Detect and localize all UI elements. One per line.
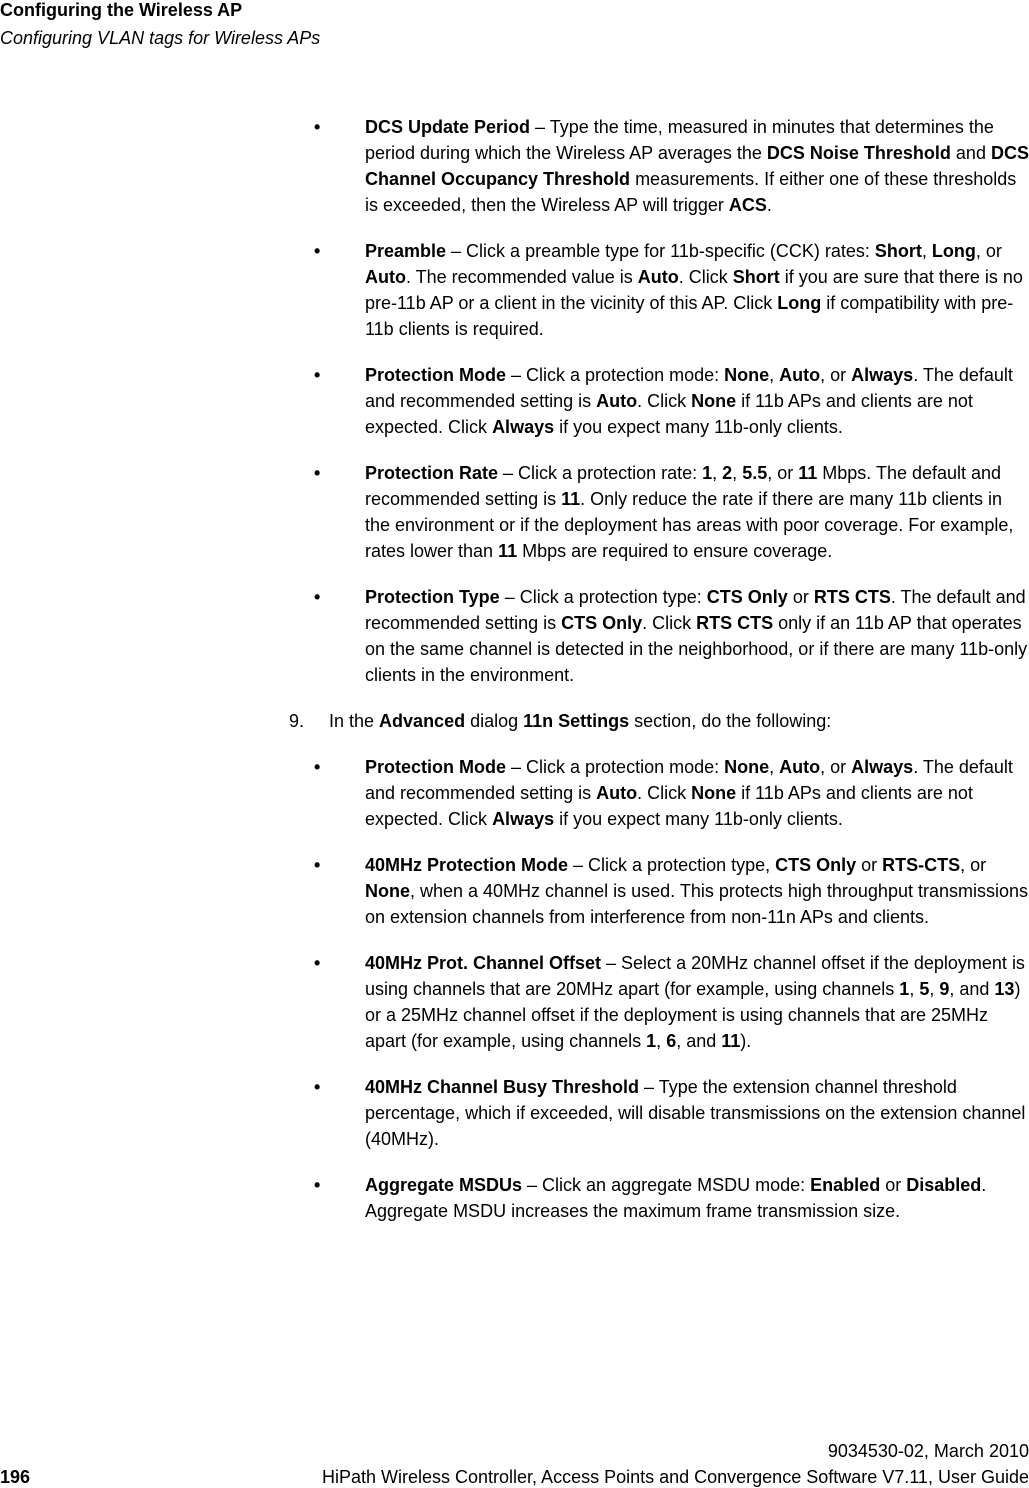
bold-term: RTS CTS <box>813 587 891 607</box>
bold-term: DCS Channel Occupancy Threshold <box>365 143 1029 189</box>
bold-term: CTS Only <box>706 587 788 607</box>
bold-term: Short <box>874 241 922 261</box>
bold-term: 1 <box>899 979 910 999</box>
text-run: , <box>712 463 723 483</box>
bullet-item <box>289 460 1029 564</box>
bullet-item <box>289 114 1029 218</box>
footer-doc-number: 9034530-02, March 2010 <box>827 1441 1029 1461</box>
bold-term: 11 <box>498 541 518 561</box>
bullet-text <box>365 362 1029 440</box>
bullet-text <box>365 950 1029 1054</box>
bullet-list-11b <box>289 114 1029 688</box>
bullet-item <box>289 584 1029 688</box>
bullet-dot-icon: • <box>314 241 321 261</box>
bold-term: 40MHz Prot. Channel Offset <box>365 953 602 973</box>
text-run: or <box>787 587 814 607</box>
bold-term: Auto <box>779 757 821 777</box>
text-run: , or <box>975 241 1002 261</box>
text-run: . The recommended value is <box>405 267 638 287</box>
bullet-text <box>365 1172 1029 1224</box>
bold-term: RTS-CTS <box>882 855 961 875</box>
text-run: ). <box>740 1031 752 1051</box>
text-run: measurements. If either one of these thresholds is exceeded, then the Wireless AP will trigger <box>365 169 1017 215</box>
text-run: , or <box>767 463 799 483</box>
bold-term: Protection Mode <box>365 757 507 777</box>
bold-term: Auto <box>365 267 406 287</box>
text-run: . <box>766 195 772 215</box>
bold-term: Auto <box>596 391 638 411</box>
bullet-text <box>365 114 1029 218</box>
footer-page-number: 196 <box>0 1467 31 1487</box>
text-run: . The default and recommended setting is <box>365 587 1026 633</box>
bold-term: 11 <box>798 463 818 483</box>
bullet-dot-icon: • <box>314 365 321 385</box>
text-run: , <box>769 365 780 385</box>
bold-term: None <box>365 881 410 901</box>
bold-term: 13 <box>994 979 1015 999</box>
bullet-text <box>365 584 1029 688</box>
text-run: , or <box>960 855 987 875</box>
bold-term: Always <box>492 809 555 829</box>
text-run: if compatibility with pre-11b clients is required. <box>365 293 1014 339</box>
text-run: – Type the extension channel threshold percentage, which if exceeded, will disable transmissions on the extension channel (40MHz). <box>365 1077 1026 1149</box>
bold-term: Short <box>732 267 780 287</box>
bold-term: 11 <box>721 1031 741 1051</box>
bullet-text <box>365 238 1029 342</box>
bold-term: None <box>724 365 770 385</box>
text-run: Mbps. The default and recommended setting is <box>365 463 1002 509</box>
bold-term: Auto <box>637 267 679 287</box>
bold-term: Advanced <box>379 711 466 731</box>
text-run: , <box>656 1031 667 1051</box>
text-run: – Click a protection rate: <box>498 463 703 483</box>
text-run: if 11b APs and clients are not expected. Click <box>365 391 973 437</box>
bullet-dot-icon: • <box>314 757 321 777</box>
text-run: if you expect many 11b-only clients. <box>554 809 843 829</box>
step-text <box>329 711 831 731</box>
body-content <box>289 114 1029 1244</box>
text-run: if you are sure that there is no pre-11b AP or a client in the vicinity of this AP. Click <box>365 267 1023 313</box>
text-run: , or <box>820 365 852 385</box>
bold-term: Always <box>851 757 914 777</box>
bullet-text <box>365 1074 1029 1152</box>
text-run: ) or a 25MHz channel offset if the deployment is using channels that are 25MHz apart (for example, using channels <box>365 979 1021 1051</box>
text-run: – Click an aggregate MSDU mode: <box>522 1175 811 1195</box>
bullet-text <box>365 460 1029 564</box>
text-run: , or <box>820 757 852 777</box>
text-run: , <box>929 979 940 999</box>
bold-term: Auto <box>596 783 638 803</box>
text-run: . Click <box>678 267 733 287</box>
bullet-dot-icon: • <box>314 1175 321 1195</box>
running-header-subtitle: Configuring VLAN tags for Wireless APs <box>0 28 321 48</box>
text-run: , and <box>949 979 995 999</box>
text-run: – Click a protection mode: <box>506 757 725 777</box>
bullet-dot-icon: • <box>314 855 321 875</box>
bold-term: Auto <box>779 365 821 385</box>
bold-term: Protection Type <box>365 587 500 607</box>
text-run: or <box>880 1175 907 1195</box>
text-run: . The default and recommended setting is <box>365 757 1013 803</box>
text-run: , <box>769 757 780 777</box>
bullet-item <box>289 1172 1029 1224</box>
bullet-dot-icon: • <box>314 953 321 973</box>
bold-term: 9 <box>939 979 950 999</box>
text-run: – Click a protection type, <box>568 855 776 875</box>
bold-term: 40MHz Channel Busy Threshold <box>365 1077 640 1097</box>
text-run: , <box>909 979 920 999</box>
bullet-list-11n <box>289 754 1029 1224</box>
bold-term: Protection Mode <box>365 365 507 385</box>
step-number: 9. <box>289 711 305 731</box>
text-run: . The default and recommended setting is <box>365 365 1013 411</box>
bold-term: Always <box>851 365 914 385</box>
bullet-item <box>289 950 1029 1054</box>
bold-term: Aggregate MSDUs <box>365 1175 523 1195</box>
bold-term: None <box>691 391 737 411</box>
text-run: only if an 11b AP that operates on the same channel is detected in the neighborhood, or if there are many 11b-only clients in the environment. <box>365 613 1028 685</box>
text-run: . Click <box>642 613 697 633</box>
bold-term: DCS Noise Threshold <box>766 143 951 163</box>
bullet-text <box>365 852 1029 930</box>
text-run: , <box>732 463 743 483</box>
bullet-dot-icon: • <box>314 1077 321 1097</box>
bullet-item <box>289 852 1029 930</box>
bullet-dot-icon: • <box>314 463 321 483</box>
bold-term: 11 <box>561 489 581 509</box>
bold-term: 6 <box>666 1031 677 1051</box>
text-run: , when a 40MHz channel is used. This protects high throughput transmissions on extension channels from interference from non-11n APs and clients. <box>365 881 1028 927</box>
bold-term: RTS CTS <box>696 613 774 633</box>
bold-term: Enabled <box>810 1175 881 1195</box>
bullet-item <box>289 1074 1029 1152</box>
bold-term: Disabled <box>906 1175 982 1195</box>
bullet-text <box>365 754 1029 832</box>
text-run: Mbps are required to ensure coverage. <box>517 541 833 561</box>
text-run: – Select a 20MHz channel offset if the deployment is using channels that are 20MHz apart (for example, using channels <box>365 953 1025 999</box>
running-header-title: Configuring the Wireless AP <box>0 0 243 20</box>
bold-term: Long <box>931 241 976 261</box>
text-run: – Click a protection mode: <box>506 365 725 385</box>
text-run: – Click a preamble type for 11b-specific (CCK) rates: <box>446 241 875 261</box>
bold-term: 2 <box>722 463 733 483</box>
bold-term: 1 <box>702 463 713 483</box>
bold-term: 5.5 <box>742 463 768 483</box>
text-run: . Click <box>637 783 692 803</box>
text-run: – Type the time, measured in minutes that determines the period during which the Wireless AP averages the <box>365 117 994 163</box>
text-run: . Aggregate MSDU increases the maximum frame transmission size. <box>365 1175 987 1221</box>
bold-term: 5 <box>919 979 930 999</box>
step-9 <box>289 708 1029 734</box>
text-run: , <box>921 241 932 261</box>
bold-term: DCS Update Period <box>365 117 531 137</box>
bullet-dot-icon: • <box>314 117 321 137</box>
bold-term: 1 <box>646 1031 657 1051</box>
bold-term: Long <box>777 293 822 313</box>
text-run: if you expect many 11b-only clients. <box>554 417 843 437</box>
bold-term: Always <box>492 417 555 437</box>
bold-term: None <box>691 783 737 803</box>
bold-term: 40MHz Protection Mode <box>365 855 569 875</box>
bold-term: CTS Only <box>561 613 643 633</box>
bullet-item <box>289 754 1029 832</box>
bold-term: CTS Only <box>775 855 857 875</box>
bold-term: 11n Settings <box>523 711 630 731</box>
text-run: – Click a protection type: <box>499 587 707 607</box>
text-run: dialog <box>465 711 524 731</box>
text-run: and <box>950 143 991 163</box>
bold-term: Preamble <box>365 241 447 261</box>
bold-term: Protection Rate <box>365 463 499 483</box>
text-run: section, do the following: <box>629 711 832 731</box>
text-run: In the <box>329 711 380 731</box>
bold-term: None <box>724 757 770 777</box>
bullet-dot-icon: • <box>314 587 321 607</box>
footer-guide-title: HiPath Wireless Controller, Access Points and Convergence Software V7.11, User Guide <box>321 1467 1029 1487</box>
bold-term: ACS <box>728 195 767 215</box>
text-run: or <box>856 855 883 875</box>
text-run: if 11b APs and clients are not expected. Click <box>365 783 973 829</box>
text-run: . Click <box>637 391 692 411</box>
bullet-item <box>289 362 1029 440</box>
text-run: , and <box>676 1031 722 1051</box>
text-run: . Only reduce the rate if there are many 11b clients in the environment or if the deployment has areas with poor coverage. For example, rates lower than <box>365 489 1014 561</box>
bullet-item <box>289 238 1029 342</box>
